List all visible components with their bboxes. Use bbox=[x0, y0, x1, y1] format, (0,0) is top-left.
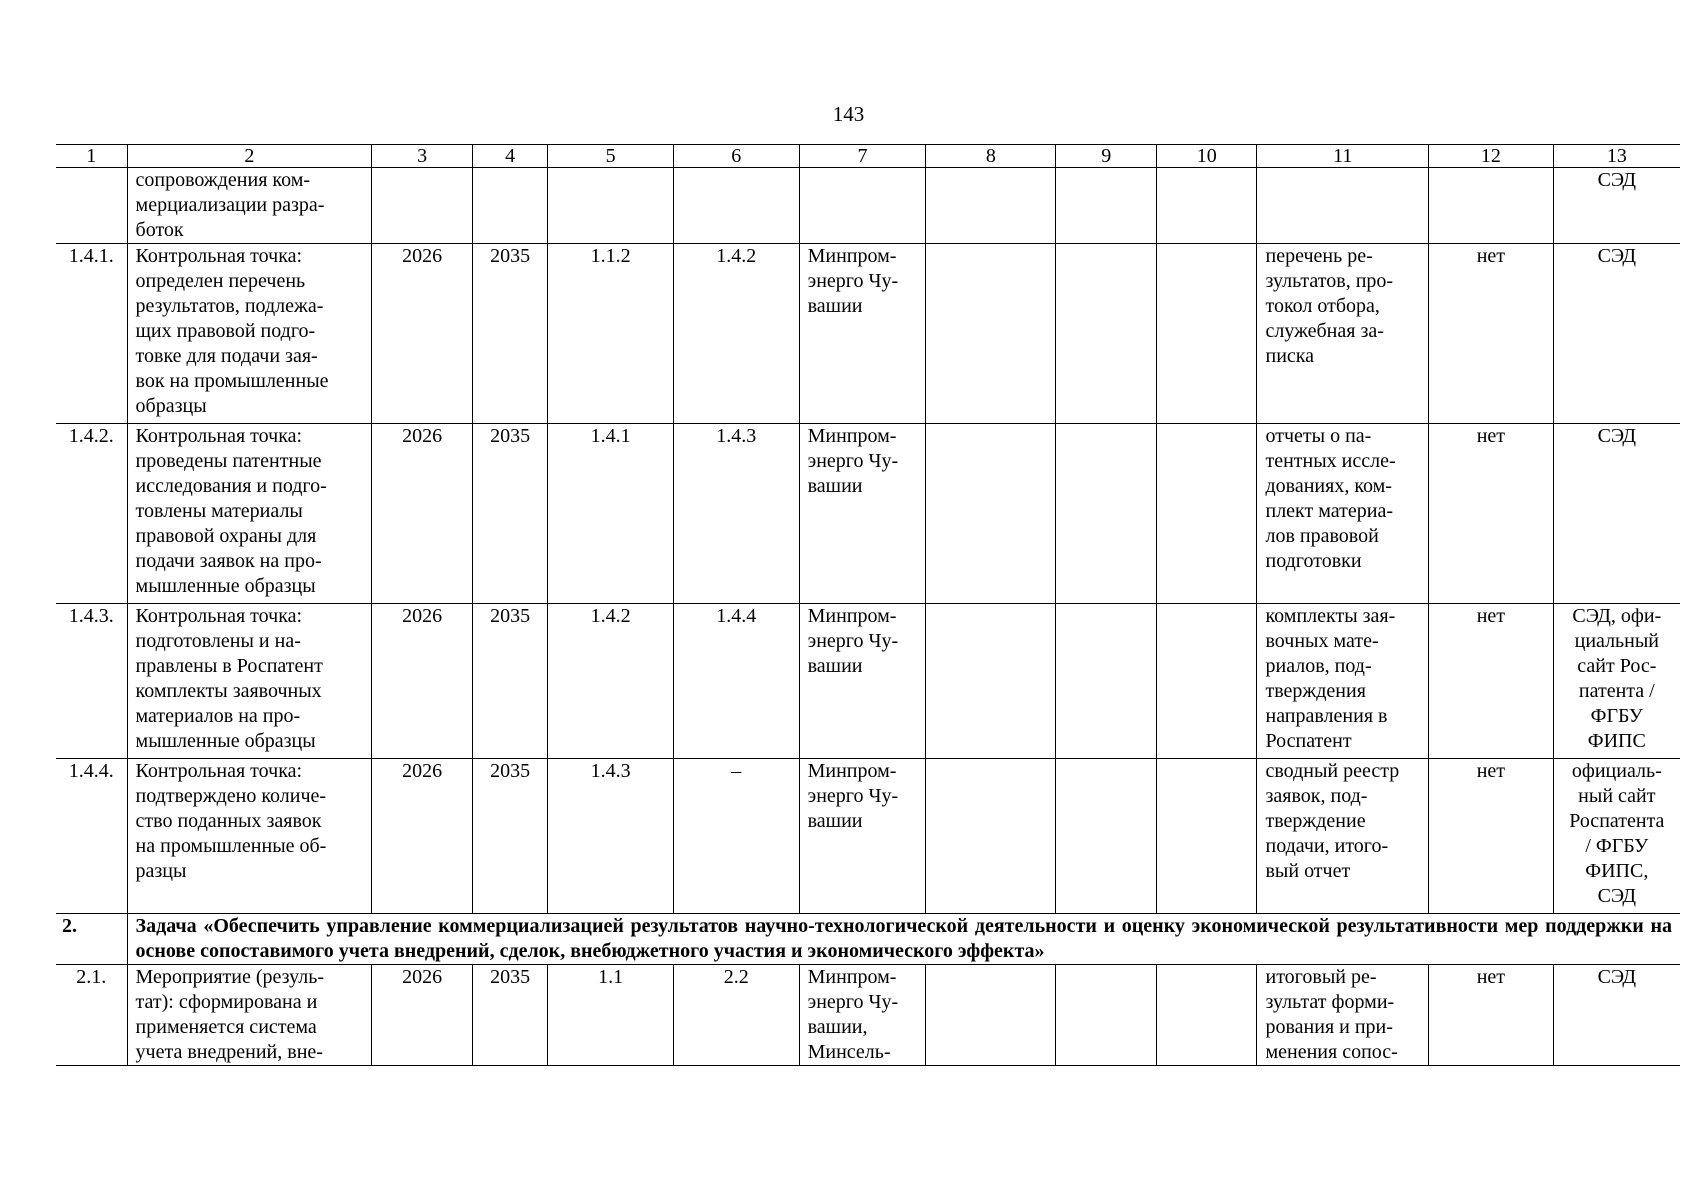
start-year: 2026 bbox=[372, 604, 473, 759]
document: сводный реестр заявок, под- тверждение подачи, итого- вый отчет bbox=[1257, 759, 1429, 914]
cell-9 bbox=[1056, 604, 1157, 759]
header-cell: 8 bbox=[926, 145, 1056, 168]
info-system: официаль- ный сайт Роспатента / ФГБУ ФИПС, СЭД bbox=[1553, 759, 1680, 914]
cell-10 bbox=[1156, 604, 1257, 759]
header-cell: 1 bbox=[56, 145, 127, 168]
executor bbox=[799, 168, 926, 244]
plan-table bbox=[56, 144, 1680, 1066]
predecessor: 1.1.2 bbox=[548, 244, 674, 424]
row-number: 1.4.4. bbox=[56, 759, 127, 914]
document: комплекты зая- вочных мате- риалов, под- тверждения направления в Роспатент bbox=[1257, 604, 1429, 759]
cell-12: нет bbox=[1429, 965, 1554, 1066]
cell-8 bbox=[926, 168, 1056, 244]
cell-8 bbox=[926, 759, 1056, 914]
executor: Минпром- энерго Чу- вашии bbox=[799, 759, 926, 914]
start-year: 2026 bbox=[372, 965, 473, 1066]
info-system: СЭД, офи- циальный сайт Рос- патента / ФГБУ ФИПС bbox=[1553, 604, 1680, 759]
table-row bbox=[56, 604, 1680, 759]
document: итоговый ре- зультат форми- рования и при- менения сопос- bbox=[1257, 965, 1429, 1066]
cell-10 bbox=[1156, 244, 1257, 424]
cell-8 bbox=[926, 424, 1056, 604]
predecessor bbox=[548, 168, 674, 244]
successor: – bbox=[673, 759, 799, 914]
measure-name: Контрольная точка: подтверждено количе- ство поданных заявок на промышленные об- разцы bbox=[127, 759, 372, 914]
header-cell: 13 bbox=[1553, 145, 1680, 168]
end-year: 2035 bbox=[472, 244, 547, 424]
cell-12 bbox=[1429, 168, 1554, 244]
task-number: 2. bbox=[56, 914, 127, 965]
row-number bbox=[56, 168, 127, 244]
successor: 1.4.4 bbox=[673, 604, 799, 759]
start-year: 2026 bbox=[372, 244, 473, 424]
header-cell: 11 bbox=[1257, 145, 1429, 168]
header-cell: 3 bbox=[372, 145, 473, 168]
end-year bbox=[472, 168, 547, 244]
row-number: 1.4.1. bbox=[56, 244, 127, 424]
cell-12: нет bbox=[1429, 759, 1554, 914]
executor: Минпром- энерго Чу- вашии bbox=[799, 604, 926, 759]
cell-10 bbox=[1156, 168, 1257, 244]
info-system: СЭД bbox=[1553, 965, 1680, 1066]
header-cell: 5 bbox=[548, 145, 674, 168]
measure-name: Контрольная точка: проведены патентные исследования и подго- товлены материалы правовой охраны для подачи заявок на про- мышленные образцы bbox=[127, 424, 372, 604]
header-cell: 7 bbox=[799, 145, 926, 168]
table-row bbox=[56, 759, 1680, 914]
info-system: СЭД bbox=[1553, 424, 1680, 604]
end-year: 2035 bbox=[472, 604, 547, 759]
cell-9 bbox=[1056, 424, 1157, 604]
cell-12: нет bbox=[1429, 244, 1554, 424]
document bbox=[1257, 168, 1429, 244]
table-row bbox=[56, 244, 1680, 424]
table-row bbox=[56, 168, 1680, 244]
column-number-row bbox=[56, 145, 1680, 168]
document: отчеты о па- тентных иссле- дованиях, ком- плект материа- лов правовой подготовки bbox=[1257, 424, 1429, 604]
header-cell: 9 bbox=[1056, 145, 1157, 168]
document: перечень ре- зультатов, про- токол отбора, служебная за- писка bbox=[1257, 244, 1429, 424]
cell-8 bbox=[926, 244, 1056, 424]
measure-name: Контрольная точка: определен перечень результатов, подлежа- щих правовой подго- товке для подачи зая- вок на промышленные образцы bbox=[127, 244, 372, 424]
predecessor: 1.4.1 bbox=[548, 424, 674, 604]
header-cell: 10 bbox=[1156, 145, 1257, 168]
executor: Минпром- энерго Чу- вашии, Минсель- bbox=[799, 965, 926, 1066]
header-cell: 4 bbox=[472, 145, 547, 168]
start-year: 2026 bbox=[372, 759, 473, 914]
cell-8 bbox=[926, 965, 1056, 1066]
measure-name: Контрольная точка: подготовлены и на- правлены в Роспатент комплекты заявочных материалов на про- мышленные образцы bbox=[127, 604, 372, 759]
task-title: Задача «Обеспечить управление коммерциализацией результатов научно-технологической деятельности и оценку экономической результативности мер поддержки на основе сопоставимого учета внедрений, сделок, внебюджетного участия и экономического эффекта» bbox=[127, 914, 1680, 965]
start-year bbox=[372, 168, 473, 244]
successor: 1.4.2 bbox=[673, 244, 799, 424]
info-system: СЭД bbox=[1553, 244, 1680, 424]
end-year: 2035 bbox=[472, 965, 547, 1066]
row-number: 1.4.2. bbox=[56, 424, 127, 604]
cell-9 bbox=[1056, 965, 1157, 1066]
cell-9 bbox=[1056, 759, 1157, 914]
row-number: 1.4.3. bbox=[56, 604, 127, 759]
header-cell: 6 bbox=[673, 145, 799, 168]
predecessor: 1.4.3 bbox=[548, 759, 674, 914]
successor: 2.2 bbox=[673, 965, 799, 1066]
start-year: 2026 bbox=[372, 424, 473, 604]
predecessor: 1.1 bbox=[548, 965, 674, 1066]
cell-12: нет bbox=[1429, 424, 1554, 604]
table-row bbox=[56, 424, 1680, 604]
measure-name: Мероприятие (резуль- тат): сформирована и применяется система учета внедрений, вне- bbox=[127, 965, 372, 1066]
executor: Минпром- энерго Чу- вашии bbox=[799, 244, 926, 424]
cell-8 bbox=[926, 604, 1056, 759]
successor: 1.4.3 bbox=[673, 424, 799, 604]
end-year: 2035 bbox=[472, 424, 547, 604]
cell-9 bbox=[1056, 168, 1157, 244]
table-row bbox=[56, 965, 1680, 1066]
task-row bbox=[56, 914, 1680, 965]
cell-9 bbox=[1056, 244, 1157, 424]
cell-10 bbox=[1156, 424, 1257, 604]
row-number: 2.1. bbox=[56, 965, 127, 1066]
cell-10 bbox=[1156, 965, 1257, 1066]
cell-10 bbox=[1156, 759, 1257, 914]
predecessor: 1.4.2 bbox=[548, 604, 674, 759]
successor bbox=[673, 168, 799, 244]
cell-12: нет bbox=[1429, 604, 1554, 759]
info-system: СЭД bbox=[1553, 168, 1680, 244]
measure-name: сопровождения ком- мерциализации разра- боток bbox=[127, 168, 372, 244]
page-number: 143 bbox=[832, 102, 865, 126]
end-year: 2035 bbox=[472, 759, 547, 914]
header-cell: 12 bbox=[1429, 145, 1554, 168]
header-cell: 2 bbox=[127, 145, 372, 168]
executor: Минпром- энерго Чу- вашии bbox=[799, 424, 926, 604]
